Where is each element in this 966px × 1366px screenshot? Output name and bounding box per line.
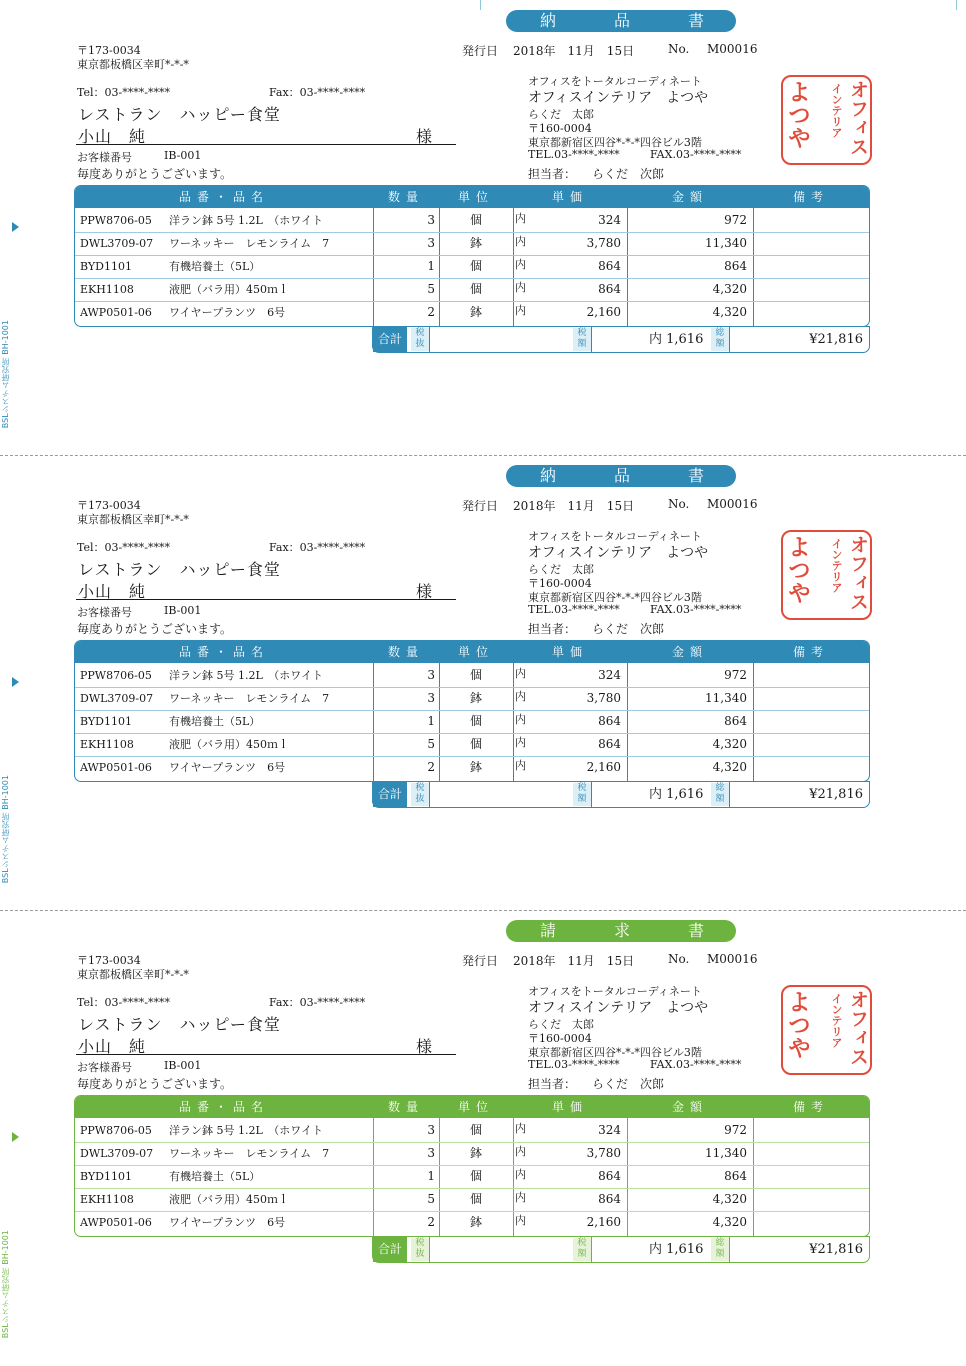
header-amount: 金額 (671, 645, 708, 659)
rep-name: らくだ 次郎 (592, 167, 665, 181)
item-price: 2,160 (586, 760, 621, 774)
issuer-tagline: オフィスをトータルコーディネート (528, 75, 702, 88)
header-item: 品番・品名 (178, 1100, 269, 1114)
table-row (75, 232, 869, 255)
form-title (506, 10, 736, 32)
tax-excluded-tag (411, 1238, 429, 1261)
tax-amount: 内 1,616 (649, 332, 704, 347)
issuer-fax: FAX.03-****-**** (650, 1058, 742, 1071)
seal-text: インテリア (830, 993, 843, 1048)
item-name: 液肥（バラ用）450ｍｌ (169, 738, 289, 751)
item-code: PPW8706-05 (80, 669, 152, 682)
perforation-line (0, 910, 966, 911)
item-code: DWL3709-07 (80, 1147, 154, 1160)
item-amount: 972 (724, 213, 747, 227)
customer-address: 東京都板橋区幸町*-*-* (77, 58, 189, 71)
seal-text: インテリア (830, 538, 843, 593)
item-name: ワイヤープランツ 6号 (169, 306, 286, 319)
table-row (75, 255, 869, 278)
tax-type: 内 (515, 1145, 526, 1158)
issuer-postal: 〒160-0004 (528, 122, 592, 135)
thanks-message: 毎度ありがとうございます。 (77, 1077, 233, 1091)
totals-divider (591, 327, 592, 352)
company-seal (781, 75, 872, 165)
tag-char: 額 (715, 339, 725, 349)
issue-date-label: 発行日 (462, 499, 499, 513)
item-price: 2,160 (586, 305, 621, 319)
customer-number: IB-001 (164, 1059, 202, 1072)
customer-tel: Tel：03-****-**** (77, 541, 170, 554)
customer-fax: Fax：03-****-**** (269, 541, 366, 554)
maker-label: BSLシステム研究所 BH-1001 (1, 1230, 10, 1339)
item-price: 864 (598, 1192, 621, 1206)
issuer-company: オフィスインテリア よつや (528, 545, 709, 561)
item-name: ワーネッキー レモンライム 7 (169, 1147, 330, 1160)
item-amount: 4,320 (712, 760, 747, 774)
issuer-tagline: オフィスをトータルコーディネート (528, 530, 702, 543)
totals-divider (591, 782, 592, 807)
form-section (0, 465, 966, 815)
item-name: 液肥（バラ用）450ｍｌ (169, 283, 289, 296)
item-qty: 3 (427, 668, 435, 682)
tag-char: 抜 (415, 1249, 425, 1259)
rep-label: 担当者： (528, 622, 577, 636)
seal-text: よつや (784, 535, 810, 604)
items-table (74, 640, 870, 782)
item-price: 3,780 (586, 1146, 621, 1160)
tax-amount: 内 1,616 (649, 787, 704, 802)
customer-number-label: お客様番号 (77, 151, 132, 164)
table-row (75, 664, 869, 687)
totals-divider (729, 1237, 730, 1262)
item-qty: 1 (427, 259, 435, 273)
totals-divider (429, 782, 430, 807)
item-name: 洋ラン鉢 5号 1.2L （ホワイト (169, 1124, 323, 1137)
issuer-person: らくだ 太郎 (528, 1018, 594, 1031)
company-seal (781, 530, 872, 620)
issuer-tel: TEL.03-****-**** (528, 603, 620, 616)
total-label: 合計 (373, 1237, 407, 1262)
grand-total-tag (711, 328, 729, 351)
item-name: 洋ラン鉢 5号 1.2L （ホワイト (169, 669, 323, 682)
item-qty: 5 (427, 737, 435, 751)
issuer-address: 東京都新宿区四谷*-*-*四谷ビル3階 (528, 1046, 702, 1059)
customer-person: 小山 純 (78, 1037, 147, 1056)
issuer-company: オフィスインテリア よつや (528, 1000, 709, 1016)
seal-text: オフィス (847, 535, 869, 611)
item-amount: 4,320 (712, 1192, 747, 1206)
maker-label: BSLシステム研究所 BH-1001 (1, 775, 10, 884)
item-unit: 個 (469, 1192, 482, 1206)
header-unit: 単位 (457, 1100, 494, 1114)
totals-bar (372, 781, 870, 808)
seal-text: オフィス (847, 80, 869, 156)
issuer-tel: TEL.03-****-**** (528, 1058, 620, 1071)
form-title-char: 書 (688, 11, 706, 30)
item-amount: 4,320 (712, 1215, 747, 1229)
tax-excluded-tag (411, 783, 429, 806)
form-title-char: 品 (614, 466, 632, 485)
maker-label: BSLシステム研究所 BH-1001 (1, 320, 10, 429)
item-price: 3,780 (586, 691, 621, 705)
seal-text: インテリア (830, 83, 843, 138)
totals-divider (729, 327, 730, 352)
totals-divider (429, 327, 430, 352)
item-qty: 1 (427, 1169, 435, 1183)
item-qty: 1 (427, 714, 435, 728)
tag-char: 額 (577, 339, 587, 349)
item-unit: 個 (469, 259, 482, 273)
tag-char: 税 (577, 1238, 587, 1248)
form-title-char: 品 (614, 11, 632, 30)
totals-bar (372, 326, 870, 353)
item-code: AWP0501-06 (80, 1216, 152, 1229)
tax-type: 内 (515, 235, 526, 248)
customer-number-label: お客様番号 (77, 606, 132, 619)
header-unit: 単位 (457, 190, 494, 204)
item-unit: 個 (469, 1123, 482, 1137)
tag-char: 額 (715, 794, 725, 804)
table-row (75, 278, 869, 301)
item-price: 864 (598, 282, 621, 296)
item-unit: 個 (469, 737, 482, 751)
doc-number: M00016 (707, 497, 758, 511)
doc-number: M00016 (707, 952, 758, 966)
item-amount: 4,320 (712, 282, 747, 296)
table-row (75, 1119, 869, 1142)
tag-char: 税 (415, 783, 425, 793)
items-table (74, 1095, 870, 1237)
tax-type: 内 (515, 713, 526, 726)
item-name: 有機培養土（5L） (169, 260, 261, 273)
customer-postal: 〒173-0034 (77, 44, 141, 57)
item-code: BYD1101 (80, 260, 132, 273)
form-title-char: 書 (688, 466, 706, 485)
tax-type: 内 (515, 690, 526, 703)
customer-company: レストラン ハッピー食堂 (78, 1015, 281, 1034)
issue-date: 2018年 11月 15日 (513, 44, 635, 58)
customer-fax: Fax：03-****-**** (269, 996, 366, 1009)
header-qty: 数量 (387, 190, 424, 204)
item-qty: 5 (427, 1192, 435, 1206)
table-row (75, 687, 869, 710)
doc-number-label: No. (668, 42, 690, 56)
tax-type: 内 (515, 1122, 526, 1135)
tag-char: 税 (415, 328, 425, 338)
item-unit: 鉢 (469, 236, 482, 250)
header-amount: 金額 (671, 1100, 708, 1114)
form-title (506, 465, 736, 487)
header-price: 単価 (551, 645, 588, 659)
tag-char: 抜 (415, 339, 425, 349)
tag-char: 総 (715, 328, 725, 338)
totals-divider (429, 1237, 430, 1262)
tag-char: 額 (715, 1249, 725, 1259)
customer-company: レストラン ハッピー食堂 (78, 560, 281, 579)
header-item: 品番・品名 (178, 645, 269, 659)
form-section (0, 10, 966, 360)
item-price: 3,780 (586, 236, 621, 250)
item-unit: 個 (469, 668, 482, 682)
thanks-message: 毎度ありがとうございます。 (77, 622, 233, 636)
header-price: 単価 (551, 1100, 588, 1114)
issue-date-label: 発行日 (462, 44, 499, 58)
item-unit: 鉢 (469, 305, 482, 319)
item-name: 有機培養土（5L） (169, 715, 261, 728)
table-row (75, 733, 869, 756)
table-row (75, 1165, 869, 1188)
name-underline (76, 599, 456, 600)
item-code: PPW8706-05 (80, 214, 152, 227)
tax-type: 内 (515, 212, 526, 225)
item-name: ワイヤープランツ 6号 (169, 761, 286, 774)
table-row (75, 1142, 869, 1165)
perforation-line (0, 455, 966, 456)
issuer-address: 東京都新宿区四谷*-*-*四谷ビル3階 (528, 136, 702, 149)
issuer-company: オフィスインテリア よつや (528, 90, 709, 106)
table-row (75, 1188, 869, 1211)
grand-total-tag (711, 783, 729, 806)
item-qty: 3 (427, 1123, 435, 1137)
tag-char: 総 (715, 1238, 725, 1248)
item-unit: 個 (469, 714, 482, 728)
name-underline (76, 1054, 456, 1055)
issuer-postal: 〒160-0004 (528, 577, 592, 590)
item-price: 324 (598, 213, 621, 227)
items-table (74, 185, 870, 327)
tax-type: 内 (515, 736, 526, 749)
item-amount: 4,320 (712, 305, 747, 319)
grand-total-tag (711, 1238, 729, 1261)
item-amount: 972 (724, 668, 747, 682)
rep-label: 担当者： (528, 1077, 577, 1091)
item-unit: 個 (469, 282, 482, 296)
customer-fax: Fax：03-****-**** (269, 86, 366, 99)
grand-total: ¥21,816 (809, 1242, 863, 1257)
issuer-person: らくだ 太郎 (528, 563, 594, 576)
tag-char: 額 (577, 794, 587, 804)
form-title-char: 納 (540, 11, 558, 30)
issuer-tel: TEL.03-****-**** (528, 148, 620, 161)
item-name: 有機培養土（5L） (169, 1170, 261, 1183)
header-price: 単価 (551, 190, 588, 204)
item-code: EKH1108 (80, 283, 134, 296)
item-unit: 個 (469, 1169, 482, 1183)
form-title (506, 920, 736, 942)
item-price: 324 (598, 1123, 621, 1137)
item-code: AWP0501-06 (80, 306, 152, 319)
seal-text: よつや (784, 80, 810, 149)
form-title-char: 書 (688, 921, 706, 940)
customer-postal: 〒173-0034 (77, 954, 141, 967)
total-label: 合計 (373, 782, 407, 807)
tax-type: 内 (515, 281, 526, 294)
crop-mark (480, 0, 481, 10)
customer-postal: 〒173-0034 (77, 499, 141, 512)
item-amount: 11,340 (705, 236, 747, 250)
tag-char: 税 (415, 1238, 425, 1248)
item-price: 864 (598, 259, 621, 273)
customer-number: IB-001 (164, 604, 202, 617)
issue-date-label: 発行日 (462, 954, 499, 968)
grand-total: ¥21,816 (809, 332, 863, 347)
item-price: 864 (598, 737, 621, 751)
issue-date: 2018年 11月 15日 (513, 954, 635, 968)
customer-tel: Tel：03-****-**** (77, 996, 170, 1009)
header-note: 備考 (792, 1100, 829, 1114)
tag-char: 総 (715, 783, 725, 793)
item-qty: 3 (427, 1146, 435, 1160)
customer-company: レストラン ハッピー食堂 (78, 105, 281, 124)
table-row (75, 710, 869, 733)
item-qty: 2 (427, 305, 435, 319)
doc-number-label: No. (668, 497, 690, 511)
item-name: 液肥（バラ用）450ｍｌ (169, 1193, 289, 1206)
crop-mark (956, 0, 957, 10)
issuer-tagline: オフィスをトータルコーディネート (528, 985, 702, 998)
item-qty: 3 (427, 236, 435, 250)
issuer-person: らくだ 太郎 (528, 108, 594, 121)
seal-text: よつや (784, 990, 810, 1059)
item-amount: 864 (724, 1169, 747, 1183)
item-name: ワーネッキー レモンライム 7 (169, 237, 330, 250)
customer-number: IB-001 (164, 149, 202, 162)
item-unit: 鉢 (469, 760, 482, 774)
table-header (75, 641, 869, 663)
totals-bar (372, 1236, 870, 1263)
header-note: 備考 (792, 190, 829, 204)
item-code: BYD1101 (80, 715, 132, 728)
item-amount: 11,340 (705, 691, 747, 705)
customer-number-label: お客様番号 (77, 1061, 132, 1074)
tag-char: 抜 (415, 794, 425, 804)
totals-divider (591, 1237, 592, 1262)
item-name: ワーネッキー レモンライム 7 (169, 692, 330, 705)
doc-number-label: No. (668, 952, 690, 966)
tag-char: 額 (577, 1249, 587, 1259)
tax-amount-tag (573, 783, 591, 806)
rep-name: らくだ 次郎 (592, 622, 665, 636)
item-amount: 864 (724, 259, 747, 273)
tax-amount: 内 1,616 (649, 1242, 704, 1257)
item-price: 864 (598, 1169, 621, 1183)
tax-type: 内 (515, 759, 526, 772)
seal-text: オフィス (847, 990, 869, 1066)
form-title-char: 請 (540, 921, 558, 940)
tax-type: 内 (515, 258, 526, 271)
item-amount: 11,340 (705, 1146, 747, 1160)
customer-address: 東京都板橋区幸町*-*-* (77, 968, 189, 981)
header-note: 備考 (792, 645, 829, 659)
item-code: EKH1108 (80, 738, 134, 751)
item-code: BYD1101 (80, 1170, 132, 1183)
grand-total: ¥21,816 (809, 787, 863, 802)
item-qty: 3 (427, 691, 435, 705)
customer-address: 東京都板橋区幸町*-*-* (77, 513, 189, 526)
customer-person: 小山 純 (78, 127, 147, 146)
item-price: 2,160 (586, 1215, 621, 1229)
customer-tel: Tel：03-****-**** (77, 86, 170, 99)
item-code: EKH1108 (80, 1193, 134, 1206)
header-qty: 数量 (387, 1100, 424, 1114)
item-qty: 5 (427, 282, 435, 296)
totals-divider (729, 782, 730, 807)
item-name: ワイヤープランツ 6号 (169, 1216, 286, 1229)
item-unit: 鉢 (469, 1215, 482, 1229)
item-code: DWL3709-07 (80, 237, 154, 250)
tag-char: 税 (577, 328, 587, 338)
table-row (75, 209, 869, 232)
thanks-message: 毎度ありがとうございます。 (77, 167, 233, 181)
item-code: PPW8706-05 (80, 1124, 152, 1137)
tag-char: 税 (577, 783, 587, 793)
rep-label: 担当者： (528, 167, 577, 181)
table-row (75, 301, 869, 324)
form-section (0, 920, 966, 1270)
tax-type: 内 (515, 304, 526, 317)
tax-type: 内 (515, 1168, 526, 1181)
item-price: 324 (598, 668, 621, 682)
item-code: AWP0501-06 (80, 761, 152, 774)
header-amount: 金額 (671, 190, 708, 204)
item-unit: 鉢 (469, 691, 482, 705)
issuer-address: 東京都新宿区四谷*-*-*四谷ビル3階 (528, 591, 702, 604)
honorific: 様 (416, 127, 434, 146)
item-unit: 個 (469, 213, 482, 227)
tax-type: 内 (515, 1191, 526, 1204)
honorific: 様 (416, 1037, 434, 1056)
header-item: 品番・品名 (178, 190, 269, 204)
issuer-fax: FAX.03-****-**** (650, 148, 742, 161)
doc-number: M00016 (707, 42, 758, 56)
tax-type: 内 (515, 1214, 526, 1227)
tax-amount-tag (573, 328, 591, 351)
header-unit: 単位 (457, 645, 494, 659)
honorific: 様 (416, 582, 434, 601)
item-name: 洋ラン鉢 5号 1.2L （ホワイト (169, 214, 323, 227)
item-qty: 2 (427, 1215, 435, 1229)
header-qty: 数量 (387, 645, 424, 659)
issuer-postal: 〒160-0004 (528, 1032, 592, 1045)
form-title-char: 納 (540, 466, 558, 485)
item-amount: 972 (724, 1123, 747, 1137)
issue-date: 2018年 11月 15日 (513, 499, 635, 513)
table-row (75, 756, 869, 779)
total-label: 合計 (373, 327, 407, 352)
item-code: DWL3709-07 (80, 692, 154, 705)
form-title-char: 求 (614, 921, 632, 940)
rep-name: らくだ 次郎 (592, 1077, 665, 1091)
issuer-fax: FAX.03-****-**** (650, 603, 742, 616)
item-qty: 2 (427, 760, 435, 774)
company-seal (781, 985, 872, 1075)
item-qty: 3 (427, 213, 435, 227)
tax-amount-tag (573, 1238, 591, 1261)
item-price: 864 (598, 714, 621, 728)
table-header (75, 186, 869, 208)
name-underline (76, 144, 456, 145)
item-unit: 鉢 (469, 1146, 482, 1160)
tax-type: 内 (515, 667, 526, 680)
tax-excluded-tag (411, 328, 429, 351)
table-header (75, 1096, 869, 1118)
item-amount: 4,320 (712, 737, 747, 751)
customer-person: 小山 純 (78, 582, 147, 601)
table-row (75, 1211, 869, 1234)
item-amount: 864 (724, 714, 747, 728)
